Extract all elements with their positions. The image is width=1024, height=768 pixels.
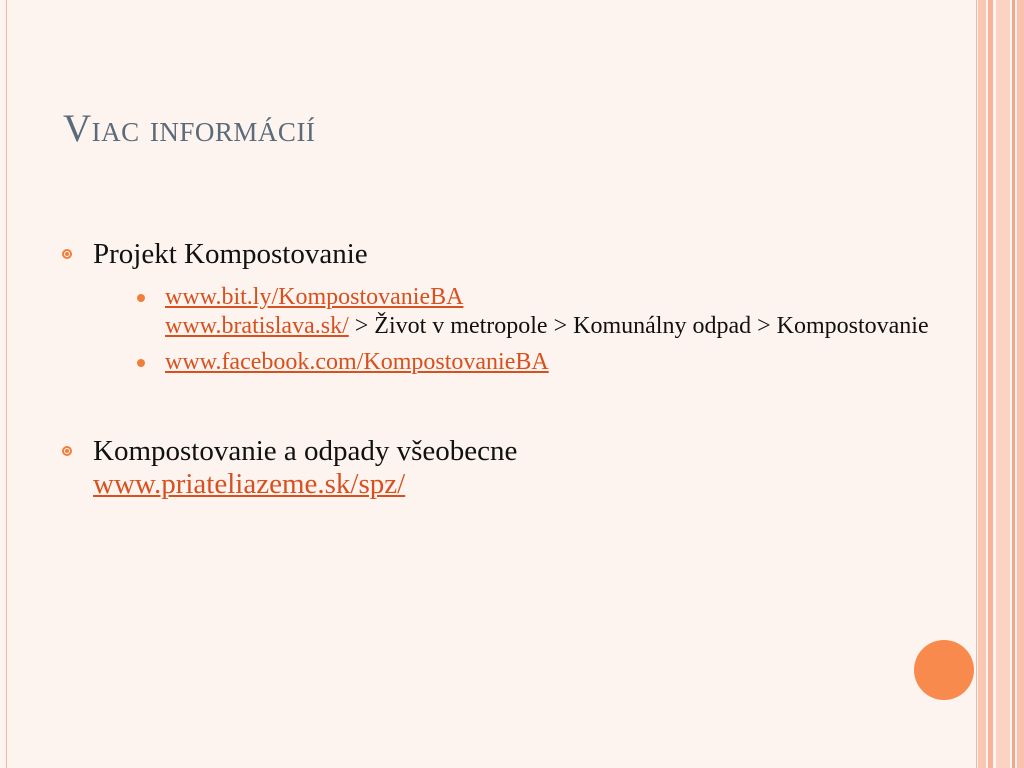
link-bitly[interactable]: www.bit.ly/KompostovanieBA <box>165 284 464 310</box>
sub-bullet-marker-icon <box>137 294 145 302</box>
sub-bullet-item <box>93 348 942 377</box>
decorative-stripes <box>978 0 1024 768</box>
bullet-item-odpady <box>62 435 942 501</box>
bullet-text: Projekt Kompostovanie <box>93 238 368 270</box>
link-bratislava[interactable]: www.bratislava.sk/ <box>165 313 349 339</box>
sub-bullet-marker-icon <box>137 359 145 367</box>
sub-bullet-list <box>93 283 942 377</box>
link-priateliazeme[interactable]: www.priateliazeme.sk/spz/ <box>93 468 406 500</box>
path-text: > Život v metropole > Komunálny odpad > Kompostovanie <box>348 313 929 339</box>
sub-bullet-item <box>93 283 942 341</box>
decorative-circle <box>914 640 974 700</box>
bullet-item-projekt <box>62 238 942 377</box>
content-body <box>62 238 942 501</box>
bullet-marker-icon <box>62 249 72 259</box>
slide-title: Viac informácií <box>63 107 316 150</box>
bullet-text: Kompostovanie a odpady všeobecne <box>93 435 518 467</box>
link-facebook[interactable]: www.facebook.com/KompostovanieBA <box>165 349 549 375</box>
bullet-marker-icon <box>62 446 72 456</box>
